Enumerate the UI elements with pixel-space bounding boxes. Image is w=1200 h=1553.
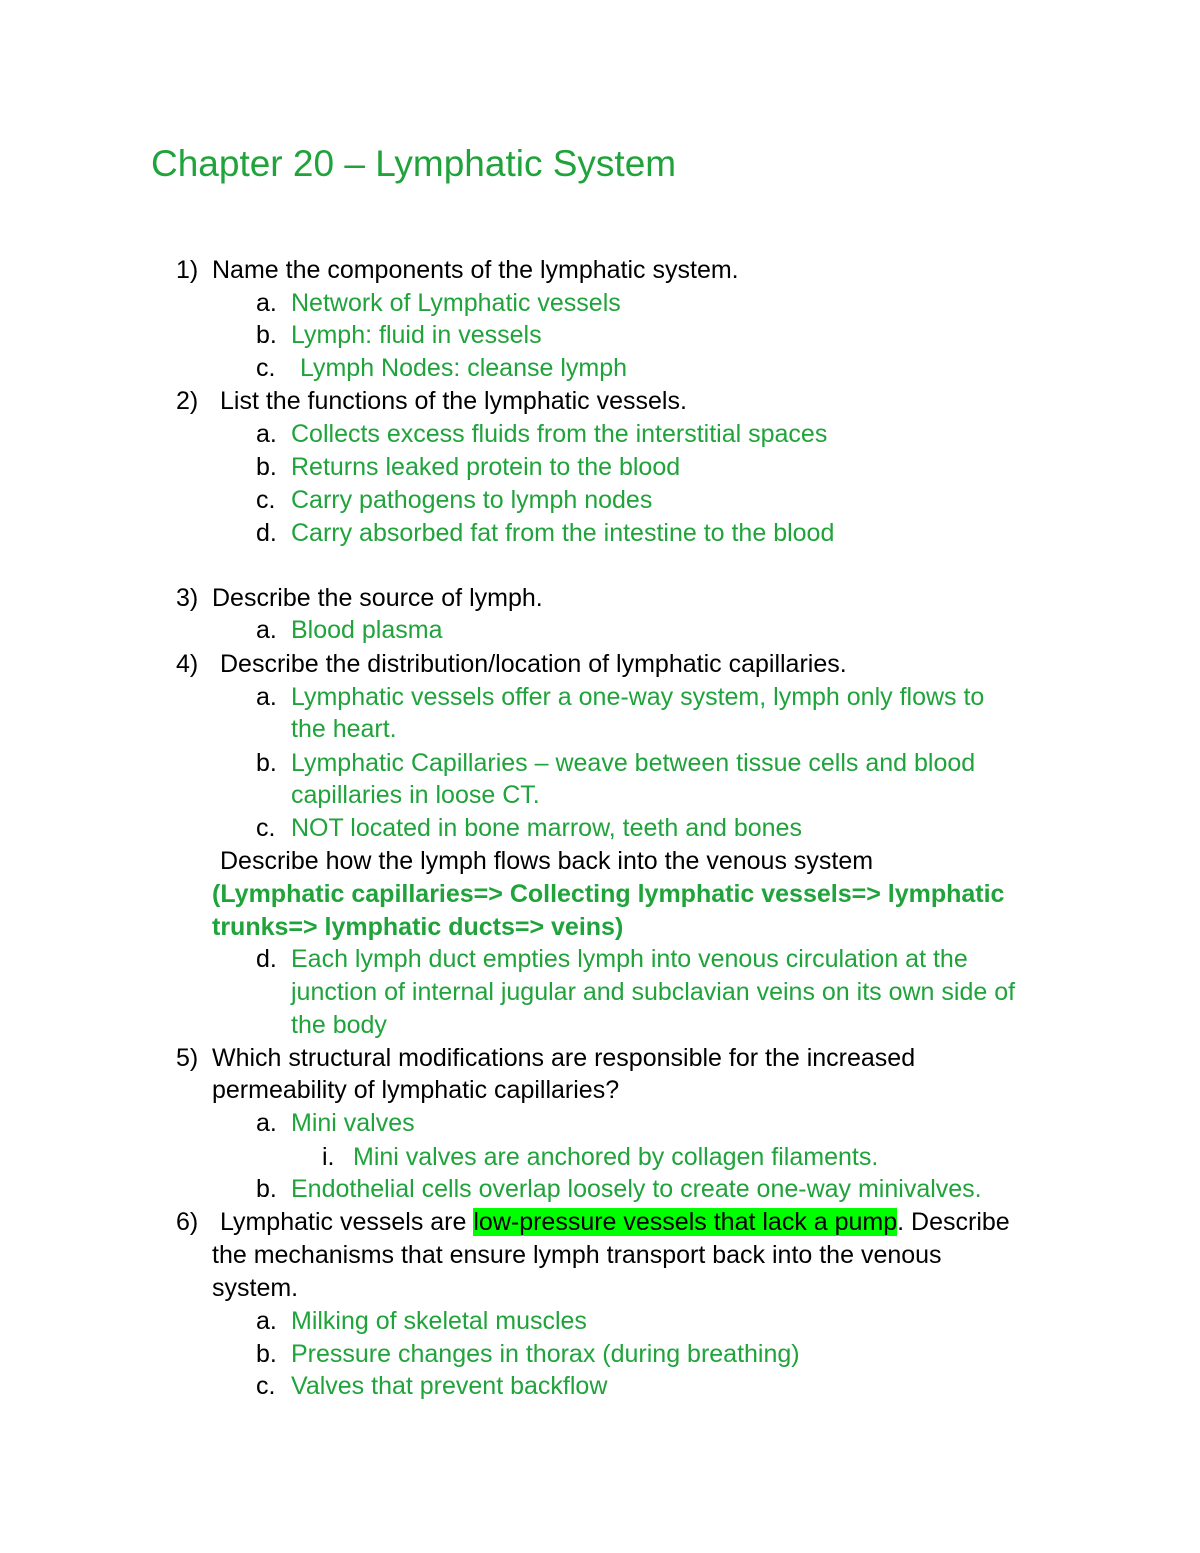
answer-label: a.: [256, 616, 277, 644]
answer-label: a.: [256, 289, 277, 317]
answer-label: b.: [256, 749, 277, 777]
answer-text: the heart.: [291, 715, 397, 743]
answer-label: b.: [256, 1340, 277, 1368]
question-number: 2): [176, 387, 199, 415]
answer-text: Endothelial cells overlap loosely to create one-way minivalves.: [291, 1175, 982, 1203]
answer-text: Lymph: fluid in vessels: [291, 321, 542, 349]
answer-label: c.: [256, 814, 276, 842]
question-number: 3): [176, 584, 199, 612]
answer-label: b.: [256, 321, 277, 349]
sub-answer-label: i.: [322, 1143, 335, 1171]
question-text: Describe the source of lymph.: [212, 584, 543, 612]
answer-label: b.: [256, 453, 277, 481]
question-number: 4): [176, 650, 199, 678]
question-text: permeability of lymphatic capillaries?: [212, 1076, 620, 1104]
answer-text: (Lymphatic capillaries=> Collecting lymphatic vessels=> lymphatic: [212, 880, 1005, 908]
answer-text: Milking of skeletal muscles: [291, 1307, 587, 1335]
answer-text: trunks=> lymphatic ducts=> veins): [212, 913, 624, 941]
answer-text: the body: [291, 1011, 387, 1039]
question-text: Name the components of the lymphatic system.: [212, 256, 739, 284]
answer-text: Collects excess fluids from the interstitial spaces: [291, 420, 828, 448]
sub-answer-text: Mini valves are anchored by collagen filaments.: [353, 1143, 879, 1171]
question-text: Describe the distribution/location of lymphatic capillaries.: [220, 650, 847, 678]
answer-label: c.: [256, 354, 276, 382]
answer-label: a.: [256, 420, 277, 448]
answer-label: b.: [256, 1175, 277, 1203]
highlighted-text: low-pressure vessels that lack a pump: [473, 1208, 898, 1236]
question-text: List the functions of the lymphatic vessels.: [220, 387, 687, 415]
answer-text: Carry absorbed fat from the intestine to the blood: [291, 519, 835, 547]
answer-text: Lymphatic vessels offer a one-way system, lymph only flows to: [291, 683, 985, 711]
answer-text: Returns leaked protein to the blood: [291, 453, 681, 481]
answer-label: c.: [256, 486, 276, 514]
answer-text: Valves that prevent backflow: [291, 1372, 608, 1400]
answer-label: a.: [256, 1109, 277, 1137]
question-text: Describe how the lymph flows back into the venous system: [220, 847, 874, 875]
question-number: 1): [176, 256, 199, 284]
answer-text: capillaries in loose CT.: [291, 781, 540, 809]
answer-text: Carry pathogens to lymph nodes: [291, 486, 653, 514]
question-text: Which structural modifications are responsible for the increased: [212, 1044, 916, 1072]
answer-label: c.: [256, 1372, 276, 1400]
question-text-end: . Describe: [897, 1208, 1010, 1236]
question-text: the mechanisms that ensure lymph transport back into the venous: [212, 1241, 942, 1269]
question-text: [220, 1206, 1010, 1239]
answer-text: NOT located in bone marrow, teeth and bones: [291, 814, 802, 842]
answer-text: junction of internal jugular and subclavian veins on its own side of: [291, 978, 1016, 1006]
answer-label: a.: [256, 683, 277, 711]
answer-text: Each lymph duct empties lymph into venous circulation at the: [291, 945, 968, 973]
question-text-start: Lymphatic vessels are: [220, 1208, 474, 1236]
question-number: 5): [176, 1044, 199, 1072]
question-text: system.: [212, 1274, 299, 1302]
answer-text: Blood plasma: [291, 616, 443, 644]
chapter-title: Chapter 20 – Lymphatic System: [151, 143, 677, 184]
answer-text: Network of Lymphatic vessels: [291, 289, 621, 317]
answer-text: Mini valves: [291, 1109, 415, 1137]
answer-label: d.: [256, 519, 277, 547]
question-number: 6): [176, 1208, 199, 1236]
answer-text: Lymph Nodes: cleanse lymph: [300, 354, 628, 382]
answer-text: Lymphatic Capillaries – weave between tissue cells and blood: [291, 749, 976, 777]
answer-text: Pressure changes in thorax (during breathing): [291, 1340, 800, 1368]
answer-label: a.: [256, 1307, 277, 1335]
answer-label: d.: [256, 945, 277, 973]
